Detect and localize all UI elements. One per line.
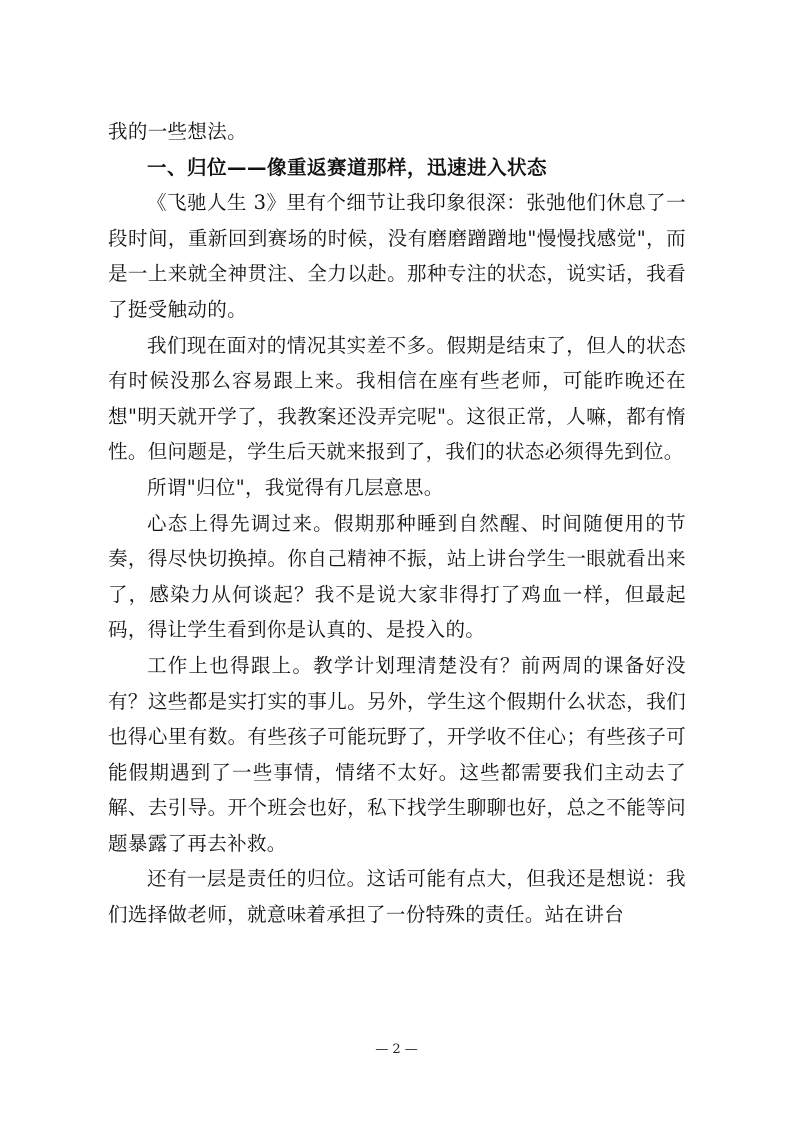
paragraph: 所谓"归位"，我觉得有几层意思。	[147, 475, 444, 499]
paragraph: 《飞驰人生 3》里有个细节让我印象很深：张弛他们休息了一段时间，重新回到赛场的时候，没有磨磨蹭蹭地"慢慢找感觉"，而是一上来就全神贯注、全力以赴。那种专注的状态，说实话，我看了挺受触动的。	[108, 191, 686, 321]
paragraph-intro-tail: 我的一些想法。	[108, 120, 247, 143]
paragraph: 工作上也得跟上。教学计划理清楚没有？前两周的课备好没有？这些都是实打实的事儿。另外，学生这个假期什么状态，我们也得心里有数。有些孩子可能玩野了，开学收不住心；有些孩子可能假期遇到了一些事情，情绪不太好。这些都需要我们主动去了解、去引导。开个班会也好，私下找学生聊聊也好，总之不能等问题暴露了再去补救。	[108, 653, 686, 855]
paragraph: 心态上得先调过来。假期那种睡到自然醒、时间随便用的节奏，得尽快切换掉。你自己精神不振，站上讲台学生一眼就看出来了，感染力从何谈起？我不是说大家非得打了鸡血一样，但最起码，得让学生看到你是认真的、是投入的。	[108, 511, 686, 642]
page-number: — 2 —	[375, 1042, 418, 1057]
document-body	[108, 114, 686, 933]
section-heading: 一、归位——像重返赛道那样，迅速进入状态	[147, 155, 548, 179]
paragraph: 还有一层是责任的归位。这话可能有点大，但我还是想说：我们选择做老师，就意味着承担了一份特殊的责任。站在讲台	[108, 867, 686, 927]
paragraph: 我们现在面对的情况其实差不多。假期是结束了，但人的状态有时候没那么容易跟上来。我相信在座有些老师，可能昨晚还在想"明天就开学了，我教案还没弄完呢"。这很正常，人嘛，都有惰性。但问题是，学生后天就来报到了，我们的状态必须得先到位。	[108, 333, 686, 464]
